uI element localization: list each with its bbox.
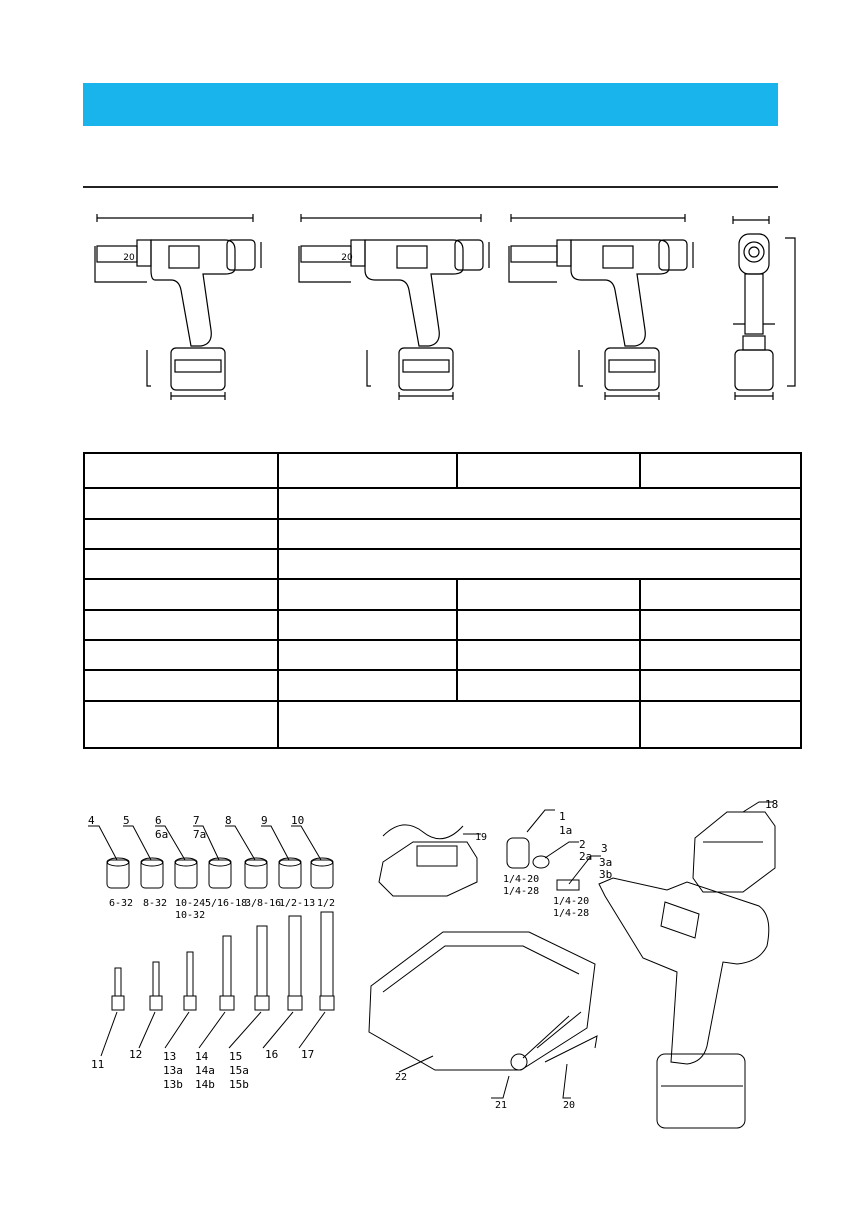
nut-size-label: 6-32 xyxy=(109,898,134,909)
part-number-17: 17 xyxy=(301,1048,315,1061)
tool-side-view-1 xyxy=(95,214,261,400)
rivet-nut-tool xyxy=(599,878,769,1128)
part-number-10: 10 xyxy=(291,814,305,827)
part-number-14b: 14b xyxy=(195,1078,215,1091)
nut-size-label: 1/2-13 xyxy=(279,898,316,909)
parts-diagram xyxy=(83,786,802,1140)
nut-set xyxy=(88,826,333,888)
head-size-label: 1/4-28 xyxy=(553,908,590,919)
part-number-12: 12 xyxy=(129,1048,143,1061)
charger xyxy=(379,825,481,896)
part-number-3b: 3b xyxy=(599,868,613,881)
part-number-9: 9 xyxy=(261,814,268,827)
section-rule xyxy=(83,186,778,188)
part-number-3: 3 xyxy=(601,842,608,855)
head-size-label: 1/4-28 xyxy=(503,886,540,897)
part-number-8: 8 xyxy=(225,814,232,827)
nut-size-label: 1/2 xyxy=(317,898,336,909)
part-number-21: 21 xyxy=(495,1100,508,1111)
nut-size-label: 5/16-18 xyxy=(205,898,248,909)
part-number-13b: 13b xyxy=(163,1078,183,1091)
part-number-15a: 15a xyxy=(229,1064,249,1077)
table-row xyxy=(85,702,800,747)
header-banner xyxy=(83,83,778,126)
part-number-11: 11 xyxy=(91,1058,105,1071)
part-number-16: 16 xyxy=(265,1048,279,1061)
part-number-1: 1 xyxy=(559,810,566,823)
table-row xyxy=(85,454,800,489)
mandrel-set xyxy=(101,912,334,1056)
table-row xyxy=(85,550,800,580)
nut-size-label: 8-32 xyxy=(143,898,168,909)
part-number-19: 19 xyxy=(475,832,488,843)
part-number-5: 5 xyxy=(123,814,130,827)
dimension-label-1: 20 xyxy=(123,253,135,263)
head-size-label: 1/4-20 xyxy=(503,874,540,885)
part-number-1a: 1a xyxy=(559,824,573,837)
spec-table xyxy=(83,452,802,749)
nut-size-label: 3/8-16 xyxy=(245,898,282,909)
battery xyxy=(693,802,775,892)
nut-size-label: 10-24 xyxy=(175,898,206,909)
part-number-13: 13 xyxy=(163,1050,177,1063)
part-number-22: 22 xyxy=(395,1072,408,1083)
table-row xyxy=(85,671,800,702)
part-number-3a: 3a xyxy=(599,856,613,869)
part-number-18: 18 xyxy=(765,798,779,811)
part-number-2a: 2a xyxy=(579,850,593,863)
part-number-4: 4 xyxy=(88,814,95,827)
part-number-15: 15 xyxy=(229,1050,243,1063)
tool-side-view-2 xyxy=(299,214,489,400)
table-row xyxy=(85,611,800,641)
part-number-6: 6 xyxy=(155,814,162,827)
tool-dimension-views xyxy=(85,210,805,410)
part-number-14: 14 xyxy=(195,1050,209,1063)
part-number-14a: 14a xyxy=(195,1064,215,1077)
part-number-15b: 15b xyxy=(229,1078,249,1091)
table-row xyxy=(85,520,800,550)
tool-front-view xyxy=(733,216,795,400)
table-row xyxy=(85,580,800,611)
part-number-7: 7 xyxy=(193,814,200,827)
part-number-6a: 6a xyxy=(155,828,169,841)
head-size-label: 1/4-20 xyxy=(553,896,590,907)
dimension-label-2: 20 xyxy=(341,253,353,263)
part-number-7a: 7a xyxy=(193,828,207,841)
nut-size-label: 10-32 xyxy=(175,910,206,921)
part-number-13a: 13a xyxy=(163,1064,183,1077)
part-number-2: 2 xyxy=(579,838,586,851)
tool-side-view-3 xyxy=(509,214,693,400)
carry-case xyxy=(369,932,595,1072)
table-row xyxy=(85,489,800,520)
table-row xyxy=(85,641,800,671)
part-number-20: 20 xyxy=(563,1100,576,1111)
